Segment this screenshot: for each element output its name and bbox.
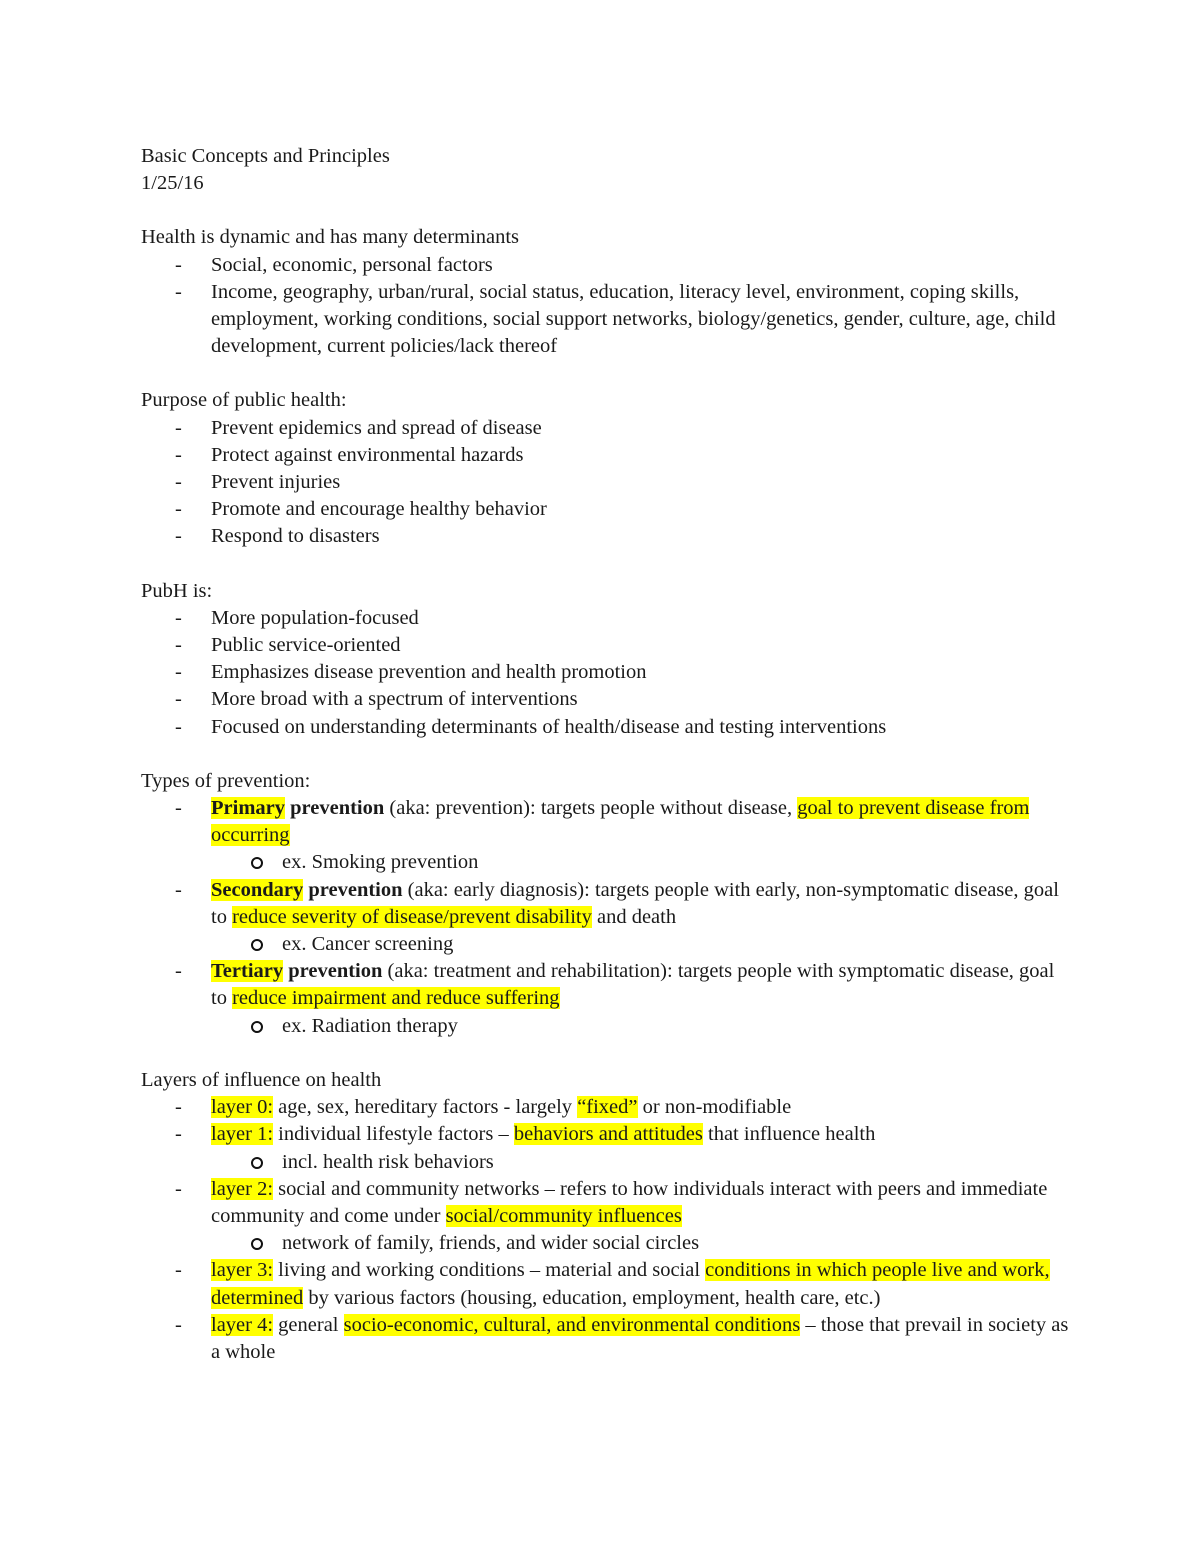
list-item: - Respond to disasters <box>141 523 1071 550</box>
list-item: - Prevent epidemics and spread of disease <box>141 415 1071 442</box>
list-item: - Focused on understanding determinants of health/disease and testing interventions <box>141 714 1071 741</box>
dash-marker: - <box>175 416 182 439</box>
document-body <box>141 143 1071 1366</box>
sub-list-item: ex. Smoking prevention <box>141 849 1071 876</box>
prevention-item-secondary: - Secondary prevention (aka: early diagnosis): targets people with early, non-symptomatic disease, goal to reduce severity of disease/prevent disability and death <box>175 878 1059 928</box>
list-item: - Income, geography, urban/rural, social status, education, literacy level, environment, coping skills, employment, working conditions, social support networks, biology/genetics, gender, culture, age, child development, current policies/lack thereof <box>175 280 1056 358</box>
dash-marker: - <box>175 443 182 466</box>
highlighted-text: behaviors and attitudes <box>513 1123 703 1146</box>
note-date: 1/25/16 <box>141 172 204 195</box>
sub-list-item: incl. health risk behaviors <box>141 1149 1071 1176</box>
list-item: - Protect against environmental hazards <box>141 442 1071 469</box>
list-item: - More population-focused <box>141 605 1071 632</box>
prevention-item-primary: - Primary prevention (aka: prevention): targets people without disease, goal to prevent disease from occurring <box>175 797 1030 847</box>
dash-marker: - <box>175 525 182 548</box>
highlighted-term: Primary <box>211 797 285 820</box>
layer-item: - layer 3: living and working conditions – material and social conditions in which people live and work, determined by various factors (housing, education, employment, health care, etc.) <box>175 1259 1050 1309</box>
sub-list-item: ex. Radiation therapy <box>141 1013 1071 1040</box>
circle-bullet-icon <box>251 1238 263 1250</box>
highlighted-text: reduce impairment and reduce suffering <box>232 987 560 1010</box>
bullet-list <box>141 252 1071 361</box>
dash-marker: - <box>175 634 182 657</box>
spacer <box>141 741 1071 768</box>
spacer <box>141 360 1071 387</box>
circle-bullet-icon <box>251 939 263 951</box>
list-item: - Promote and encourage healthy behavior <box>141 496 1071 523</box>
section-heading: Types of prevention: <box>141 769 311 792</box>
highlighted-text: conditions in which people live and work, determined <box>211 1259 1050 1309</box>
dash-marker: - <box>175 797 182 820</box>
dash-marker: - <box>175 661 182 684</box>
spacer <box>141 1040 1071 1067</box>
highlighted-term: Secondary <box>211 878 304 901</box>
layer-label: layer 3: <box>211 1259 274 1282</box>
highlighted-text: “fixed” <box>577 1096 638 1119</box>
dash-marker: - <box>175 471 182 494</box>
dash-marker: - <box>175 1123 182 1146</box>
sub-list-item: network of family, friends, and wider social circles <box>141 1230 1071 1257</box>
dash-marker: - <box>175 253 182 276</box>
prevention-item-tertiary: - Tertiary prevention (aka: treatment and rehabilitation): targets people with symptomatic disease, goal to reduce impairment and reduce suffering <box>175 960 1055 1010</box>
highlighted-text: social/community influences <box>445 1204 682 1227</box>
dash-marker: - <box>175 878 182 901</box>
layer-label: layer 4: <box>211 1313 274 1336</box>
prevention-list <box>141 795 1071 1040</box>
layer-label: layer 1: <box>211 1123 274 1146</box>
sub-list-item: ex. Cancer screening <box>141 931 1071 958</box>
page-title: Basic Concepts and Principles <box>141 145 390 167</box>
list-item: - Emphasizes disease prevention and health promotion <box>141 659 1071 686</box>
dash-marker: - <box>175 606 182 629</box>
list-item: - Public service-oriented <box>141 632 1071 659</box>
dash-marker: - <box>175 1313 182 1336</box>
circle-bullet-icon <box>251 1021 263 1033</box>
circle-bullet-icon <box>251 1157 263 1169</box>
list-item: - Social, economic, personal factors <box>141 252 1071 279</box>
dash-marker: - <box>175 1177 182 1200</box>
dash-marker: - <box>175 1096 182 1119</box>
section-heading: Layers of influence on health <box>141 1068 382 1091</box>
bullet-list <box>141 415 1071 551</box>
section-heading: PubH is: <box>141 579 213 602</box>
spacer <box>141 197 1071 224</box>
dash-marker: - <box>175 280 182 303</box>
highlighted-term: Tertiary <box>211 960 284 983</box>
dash-marker: - <box>175 1259 182 1282</box>
highlighted-text: reduce severity of disease/prevent disability <box>232 905 592 928</box>
circle-bullet-icon <box>251 857 263 869</box>
dash-marker: - <box>175 960 182 983</box>
list-item: - Prevent injuries <box>141 469 1071 496</box>
layer-label: layer 0: <box>211 1096 274 1119</box>
layer-item: - layer 1: individual lifestyle factors – behaviors and attitudes that influence health <box>141 1121 1071 1148</box>
dash-marker: - <box>175 688 182 711</box>
layer-label: layer 2: <box>211 1177 274 1200</box>
highlighted-text: socio-economic, cultural, and environmental conditions <box>343 1313 801 1336</box>
dash-marker: - <box>175 715 182 738</box>
bullet-list <box>141 605 1071 741</box>
layer-item: - layer 0: age, sex, hereditary factors - largely “fixed” or non-modifiable <box>141 1094 1071 1121</box>
highlighted-text: goal to prevent disease from occurring <box>211 797 1030 847</box>
layer-item: - layer 2: social and community networks – refers to how individuals interact with peers and immediate community and come under social/community influences <box>175 1177 1048 1227</box>
list-item: - More broad with a spectrum of interventions <box>141 686 1071 713</box>
layer-item: - layer 4: general socio-economic, cultural, and environmental conditions – those that prevail in society as a whole <box>175 1313 1069 1363</box>
section-heading: Health is dynamic and has many determinants <box>141 226 520 249</box>
dash-marker: - <box>175 498 182 521</box>
spacer <box>141 551 1071 578</box>
section-heading: Purpose of public health: <box>141 389 347 412</box>
layers-list <box>141 1094 1071 1366</box>
